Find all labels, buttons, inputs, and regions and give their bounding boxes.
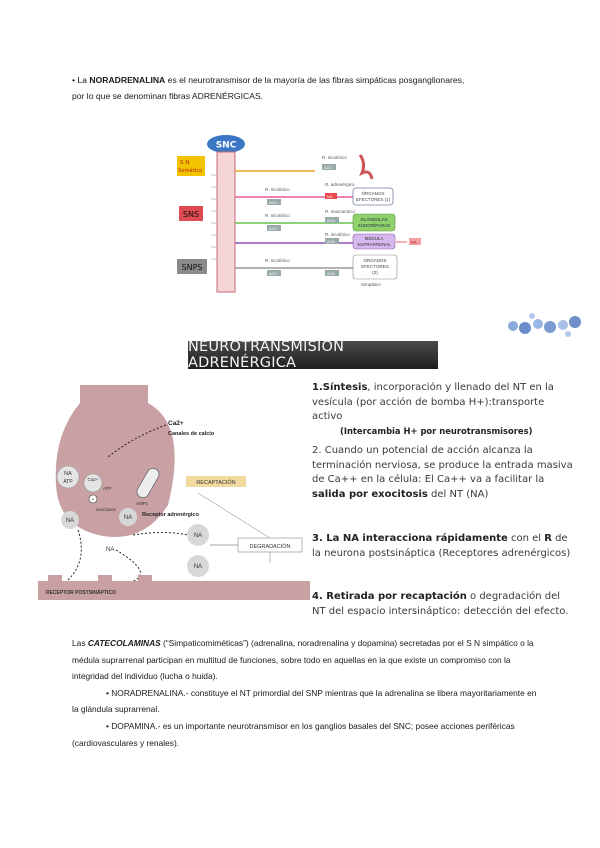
- adrenergic-synapse-diagram: [38, 385, 310, 600]
- svg-text:ACh: ACh: [269, 271, 277, 276]
- svg-text:Somático: Somático: [178, 168, 203, 174]
- bullet: •: [72, 75, 76, 85]
- muscle-icon: [360, 155, 372, 179]
- svg-text:R. nicotínico: R. nicotínico: [325, 232, 350, 237]
- intro-line-1: • La NORADRENALINA es el neurotransmisor de la mayoría de las fibras simpáticas posganglionares,: [72, 75, 465, 85]
- svg-text:ACh: ACh: [327, 239, 335, 244]
- svg-text:Canales de calcio: Canales de calcio: [168, 431, 215, 437]
- svg-text:ACh: ACh: [269, 226, 277, 231]
- cord-ticks: [211, 175, 217, 259]
- svg-text:R. muscarínico: R. muscarínico: [325, 209, 356, 214]
- svg-text:SNS: SNS: [182, 210, 200, 219]
- svg-text:ACh: ACh: [327, 271, 335, 276]
- svg-text:NA: NA: [123, 515, 133, 521]
- svg-text:•: •: [92, 497, 94, 503]
- svg-text:S N: S N: [180, 160, 190, 166]
- step-1: 1.Síntesis, incorporación y llenado del NT en la vesícula (por acción de bomba H+):transporte activo (Intercambia H+ por neurotransmisores): [312, 382, 554, 436]
- svg-text:ATP: ATP: [63, 479, 73, 485]
- svg-text:ACh: ACh: [327, 218, 335, 223]
- noradrenalina-bold: NORADRENALINA: [89, 75, 166, 85]
- svg-text:EFECTORES (1): EFECTORES (1): [355, 197, 391, 202]
- svg-text:SUDORÍPARAS: SUDORÍPARAS: [357, 223, 391, 228]
- svg-text:ÓRGANOS: ÓRGANOS: [361, 191, 385, 196]
- svg-text:NA: NA: [327, 194, 333, 199]
- svg-text:R. nicotínico: R. nicotínico: [265, 213, 290, 218]
- noradrenalina-bullet: • NORADRENALINA.- constituye el NT primordial del SNP mientras que la adrenalina se libera mayoritariamente en la glándula suprarrenal.: [72, 687, 537, 715]
- svg-text:RECAPTACIÓN: RECAPTACIÓN: [196, 480, 236, 486]
- svg-text:ÓRGANOS: ÓRGANOS: [363, 258, 387, 263]
- spinal-cord: [217, 152, 235, 292]
- step-2: 2. Cuando un potencial de acción alcanza la terminación nerviosa, se produce la entrada masiva de Ca++ en la célula: El Ca++ va a facilitar la salida por exocitosis del NT (NA): [312, 445, 573, 500]
- svg-text:NA: NA: [65, 518, 75, 524]
- intro-line-2: por lo que se denominan fibras ADRENÉRGICAS.: [72, 90, 264, 101]
- svg-text:R. nicotínico: R. nicotínico: [265, 187, 290, 192]
- svg-text:GLÁNDULAS: GLÁNDULAS: [360, 217, 388, 222]
- svg-text:NA: NA: [411, 239, 417, 245]
- step-3: 3. La NA interacciona rápidamente con el R de la neurona postsináptica (Receptores adrenérgicos): [312, 533, 571, 559]
- catecolaminas-term: CATECOLAMINAS: [87, 638, 161, 648]
- svg-text:R. adrenérgico: R. adrenérgico: [325, 182, 355, 187]
- svg-text:Receptor adrenérgico: Receptor adrenérgico: [142, 512, 199, 518]
- svg-text:ACh: ACh: [269, 200, 277, 205]
- svg-text:NA: NA: [64, 471, 72, 477]
- svg-text:RECEPTOR POSTSINÁPTICO: RECEPTOR POSTSINÁPTICO: [46, 590, 116, 596]
- banner-title: NEUROTRANSMISIÓN ADRENÉRGICA: [188, 341, 438, 369]
- svg-text:NA: NA: [106, 547, 115, 553]
- svg-text:R. nicotínico: R. nicotínico: [322, 155, 347, 160]
- svg-text:EFECTORES: EFECTORES: [361, 264, 389, 269]
- svg-text:AMPc: AMPc: [136, 501, 149, 506]
- svg-text:(2): (2): [372, 270, 378, 275]
- catecolaminas-section: [72, 635, 542, 751]
- dopamina-bullet: • DOPAMINA.- es un importante neurotransmisor en los ganglios basales del SNC; posee acciones periféricas (cardiovasculares y renales).: [72, 720, 515, 748]
- svg-text:Ca2+: Ca2+: [87, 477, 99, 482]
- catecolaminas-paragraph: Las CATECOLAMINAS (“Simpaticomiméticas”) (adrenalina, noradrenalina y dopamina) secretadas por el S N simpático o la médula suprarrenal participan en multitud de funciones, sobre todo en aquellas en la que existe un compromiso con la integridad del individuo (lucha o huida).: [72, 638, 534, 682]
- svg-text:R. nicotínico: R. nicotínico: [265, 258, 290, 263]
- svg-text:Simpático: Simpático: [361, 282, 381, 287]
- step-4: 4. Retirada por recaptación o degradación del NT del espacio intersináptico: detección del efecto.: [312, 591, 569, 617]
- intro-paragraph: [72, 73, 542, 104]
- svg-text:MÉDULA: MÉDULA: [364, 236, 384, 241]
- svg-text:SNPS: SNPS: [181, 263, 203, 272]
- decorative-dots: [505, 310, 585, 340]
- svg-text:NA: NA: [193, 533, 203, 539]
- svg-text:Ca2+: Ca2+: [168, 420, 184, 427]
- svg-text:NA: NA: [193, 564, 203, 570]
- snc-label: SNC: [215, 140, 237, 151]
- svg-text:ATP: ATP: [103, 486, 112, 491]
- svg-text:ACh: ACh: [324, 165, 332, 170]
- svg-text:SUPRARRENAL: SUPRARRENAL: [357, 242, 391, 247]
- svg-text:DEGRADACIÓN: DEGRADACIÓN: [249, 544, 291, 550]
- svg-text:exocitosis: exocitosis: [96, 507, 116, 512]
- nervous-system-diagram: [175, 135, 425, 295]
